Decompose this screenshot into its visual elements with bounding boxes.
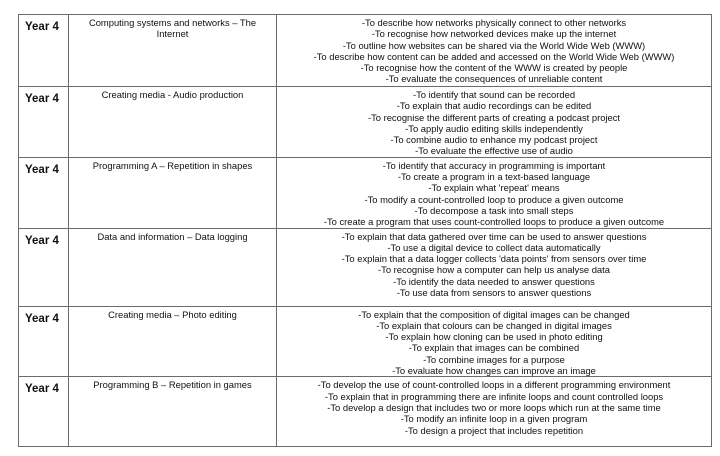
objective-item: -To recognise how a computer can help us analyse data bbox=[378, 264, 610, 276]
objective-item: -To evaluate how changes can improve an image bbox=[392, 365, 596, 377]
objective-item: -To combine images for a purpose bbox=[423, 353, 565, 365]
objectives-cell bbox=[277, 306, 712, 377]
objective-item: -To explain that in programming there are infinite loops and count controlled loops bbox=[324, 390, 664, 402]
objectives-cell bbox=[277, 228, 712, 306]
table-row bbox=[19, 87, 712, 158]
objective-item: -To identify the data needed to answer questions bbox=[393, 275, 595, 287]
unit-cell: Programming B – Repetition in games bbox=[69, 377, 277, 447]
objective-item: -To explain that the composition of digital images can be changed bbox=[358, 308, 630, 320]
objective-item: -To outline how websites can be shared via the World Wide Web (WWW) bbox=[342, 39, 646, 51]
objective-item: -To modify an infinite loop in a given program bbox=[400, 413, 588, 425]
objective-item: -To use a digital device to collect data automatically bbox=[387, 241, 601, 253]
table-row bbox=[19, 157, 712, 228]
objective-item: -To explain that a data logger collects 'data points' from sensors over time bbox=[341, 253, 647, 265]
objectives-cell bbox=[277, 15, 712, 87]
objective-item: -To explain how cloning can be used in photo editing bbox=[385, 331, 603, 343]
objective-item: -To decompose a task into small steps bbox=[414, 204, 574, 216]
objective-item: -To explain what 'repeat' means bbox=[428, 182, 560, 194]
objective-item: -To create a program in a text-based language bbox=[397, 171, 591, 183]
objective-item: -To evaluate the consequences of unreliable content bbox=[385, 73, 603, 85]
objective-item: -To use data from sensors to answer questions bbox=[396, 287, 592, 299]
objective-item: -To develop a design that includes two or more loops which run at the same time bbox=[327, 401, 661, 413]
objective-item: -To combine audio to enhance my podcast project bbox=[390, 134, 598, 146]
year-cell: Year 4 bbox=[19, 157, 69, 228]
objective-item: -To recognise how networked devices make up the internet bbox=[371, 28, 617, 40]
objective-item: -To apply audio editing skills independently bbox=[405, 122, 583, 134]
unit-cell: Computing systems and networks – The Internet bbox=[69, 15, 277, 87]
objectives-cell bbox=[277, 157, 712, 228]
year-cell: Year 4 bbox=[19, 87, 69, 158]
objective-item: -To recognise how the content of the WWW is created by people bbox=[360, 62, 628, 74]
objectives-cell bbox=[277, 87, 712, 158]
curriculum-table bbox=[18, 14, 712, 447]
table-row bbox=[19, 15, 712, 87]
objectives-cell bbox=[277, 377, 712, 447]
year-cell: Year 4 bbox=[19, 306, 69, 377]
objective-item: -To evaluate the effective use of audio bbox=[415, 145, 573, 157]
unit-cell: Data and information – Data logging bbox=[69, 228, 277, 306]
objective-item: -To develop the use of count-controlled loops in a different programming environment bbox=[317, 379, 671, 391]
unit-cell: Creating media – Photo editing bbox=[69, 306, 277, 377]
objective-item: -To explain that audio recordings can be edited bbox=[396, 100, 592, 112]
table-row bbox=[19, 306, 712, 377]
objective-item: -To explain that images can be combined bbox=[408, 342, 580, 354]
objective-item: -To explain that colours can be changed in digital images bbox=[376, 319, 612, 331]
objective-item: -To explain that data gathered over time can be used to answer questions bbox=[341, 230, 647, 242]
year-cell: Year 4 bbox=[19, 228, 69, 306]
objective-item: -To describe how content can be added and accessed on the World Wide Web (WWW) bbox=[313, 50, 675, 62]
table-row bbox=[19, 228, 712, 306]
objective-item: -To modify a count-controlled loop to produce a given outcome bbox=[364, 193, 624, 205]
table-row bbox=[19, 377, 712, 447]
objective-item: -To recognise the different parts of creating a podcast project bbox=[367, 111, 621, 123]
unit-cell: Creating media - Audio production bbox=[69, 87, 277, 158]
objective-item: -To design a project that includes repetition bbox=[404, 424, 584, 436]
year-cell: Year 4 bbox=[19, 15, 69, 87]
objective-item: -To identify that sound can be recorded bbox=[412, 89, 576, 100]
unit-cell: Programming A – Repetition in shapes bbox=[69, 157, 277, 228]
objective-item: -To identify that accuracy in programming is important bbox=[382, 159, 606, 171]
objective-item: -To create a program that uses count-controlled loops to produce a given outcome bbox=[323, 216, 665, 228]
objective-item: -To describe how networks physically connect to other networks bbox=[361, 17, 627, 28]
year-cell: Year 4 bbox=[19, 377, 69, 447]
